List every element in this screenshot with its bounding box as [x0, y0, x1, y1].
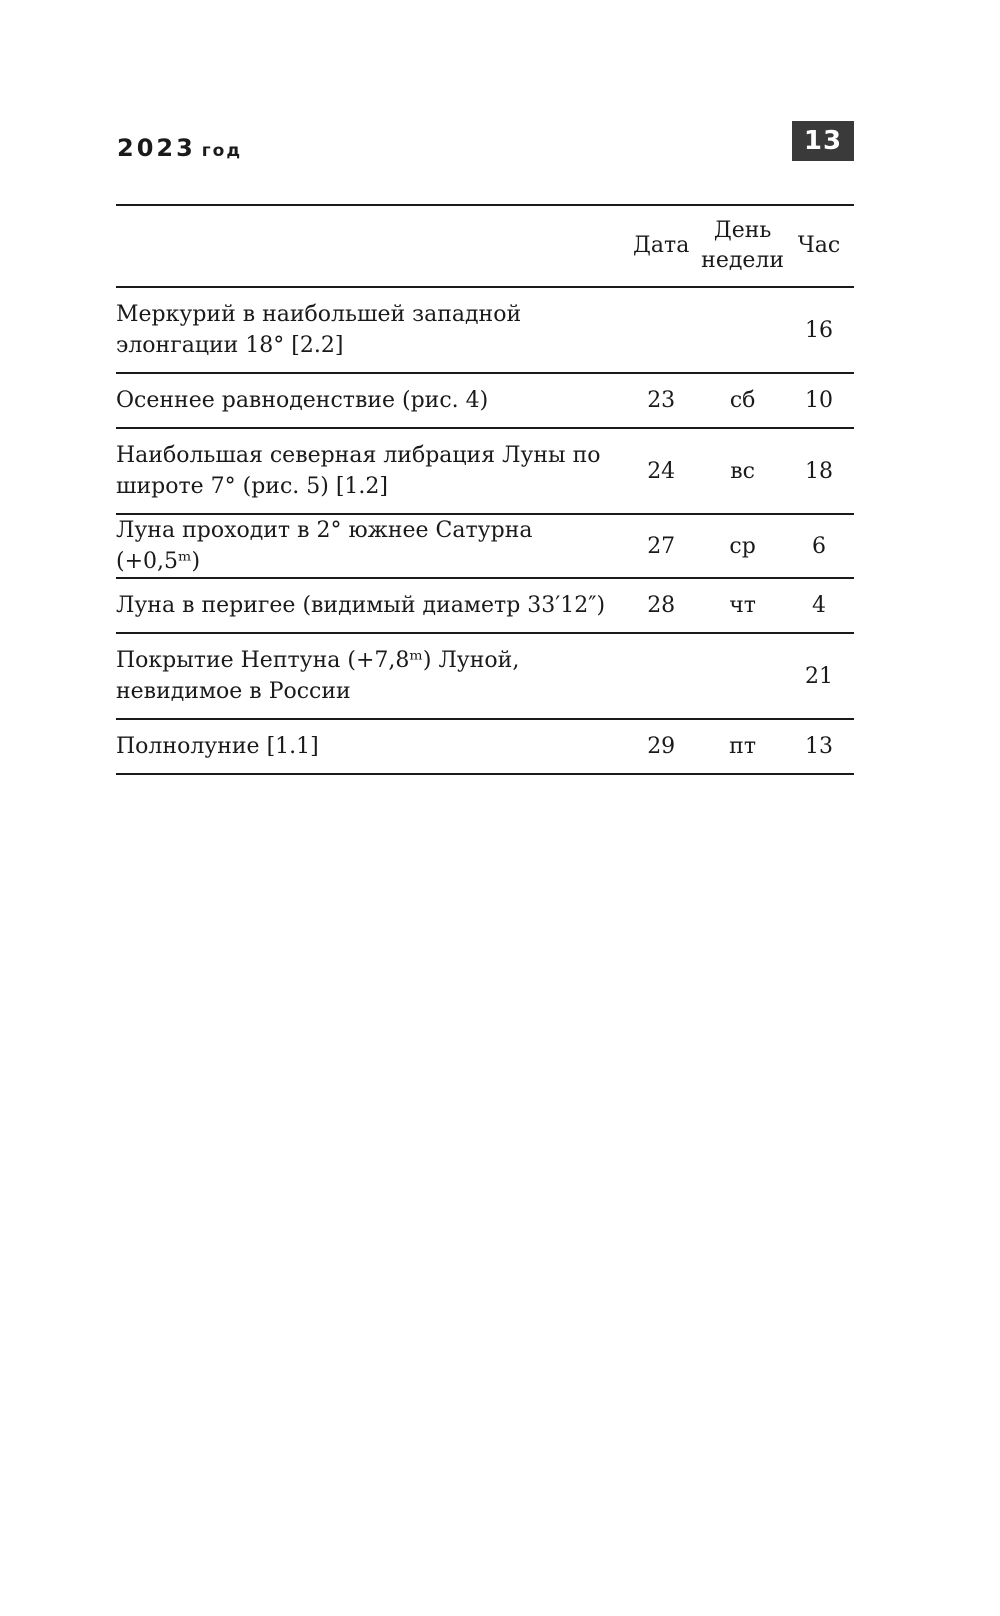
hour-cell: 10 — [805, 388, 834, 413]
events-table — [116, 204, 854, 775]
hour-cell: 6 — [812, 533, 827, 559]
table-row — [116, 719, 854, 774]
weekday-cell: вс — [730, 458, 755, 484]
event-cell — [116, 719, 621, 774]
date-cell — [621, 633, 701, 719]
event-text-line: Полнолуние [1.1] — [116, 734, 319, 759]
hour-cell: 18 — [805, 458, 834, 484]
event-text-line: Луна проходит в 2° южнее Сатурна (+0,5ᵐ) — [116, 518, 533, 574]
column-header-weekday — [701, 205, 784, 287]
hour-cell: 13 — [805, 734, 834, 759]
table-row — [116, 428, 854, 514]
date-cell — [621, 287, 701, 373]
event-text-line: Луна в перигее (видимый диаметр 33′12″) — [116, 593, 606, 618]
table-header-row — [116, 205, 854, 287]
column-header-weekday-line2: недели — [701, 248, 785, 273]
table-row — [116, 373, 854, 428]
column-header-event — [116, 205, 621, 287]
table-row — [116, 287, 854, 373]
date-cell: 27 — [647, 533, 676, 559]
weekday-cell: ср — [729, 533, 756, 559]
hour-cell: 21 — [805, 663, 834, 689]
weekday-cell: пт — [729, 734, 757, 759]
running-head-word: год — [201, 141, 243, 161]
event-cell — [116, 514, 621, 578]
table-row — [116, 578, 854, 633]
hour-cell: 16 — [805, 317, 834, 343]
weekday-cell: чт — [729, 593, 756, 618]
event-text-line: широте 7° (рис. 5) [1.2] — [116, 474, 388, 499]
date-cell: 28 — [647, 593, 676, 618]
column-header-weekday-line1: День — [713, 218, 772, 243]
event-text-line: Меркурий в наибольшей западной — [116, 302, 522, 327]
event-text-line: Наибольшая северная либрация Луны по — [116, 443, 601, 468]
weekday-cell — [701, 633, 784, 719]
event-cell — [116, 373, 621, 428]
weekday-cell: сб — [729, 388, 756, 413]
weekday-cell — [701, 287, 784, 373]
event-cell — [116, 578, 621, 633]
running-head-year: 2023 — [117, 134, 196, 162]
date-cell: 23 — [647, 388, 676, 413]
column-header-hour: Час — [797, 233, 841, 258]
running-head — [117, 134, 242, 162]
event-text-line: элонгации 18° [2.2] — [116, 333, 344, 358]
event-text-line: Осеннее равноденствие (рис. 4) — [116, 388, 489, 413]
table-row — [116, 633, 854, 719]
hour-cell: 4 — [812, 593, 827, 618]
event-cell — [116, 428, 621, 514]
column-header-date: Дата — [633, 233, 690, 258]
event-text-line: невидимое в России — [116, 679, 351, 704]
event-cell — [116, 633, 621, 719]
date-cell: 24 — [647, 458, 676, 484]
event-text-line: Покрытие Нептуна (+7,8ᵐ) Луной, — [116, 648, 520, 673]
table-row — [116, 514, 854, 578]
date-cell: 29 — [647, 734, 676, 759]
event-cell — [116, 287, 621, 373]
page-number: 13 — [792, 121, 854, 161]
